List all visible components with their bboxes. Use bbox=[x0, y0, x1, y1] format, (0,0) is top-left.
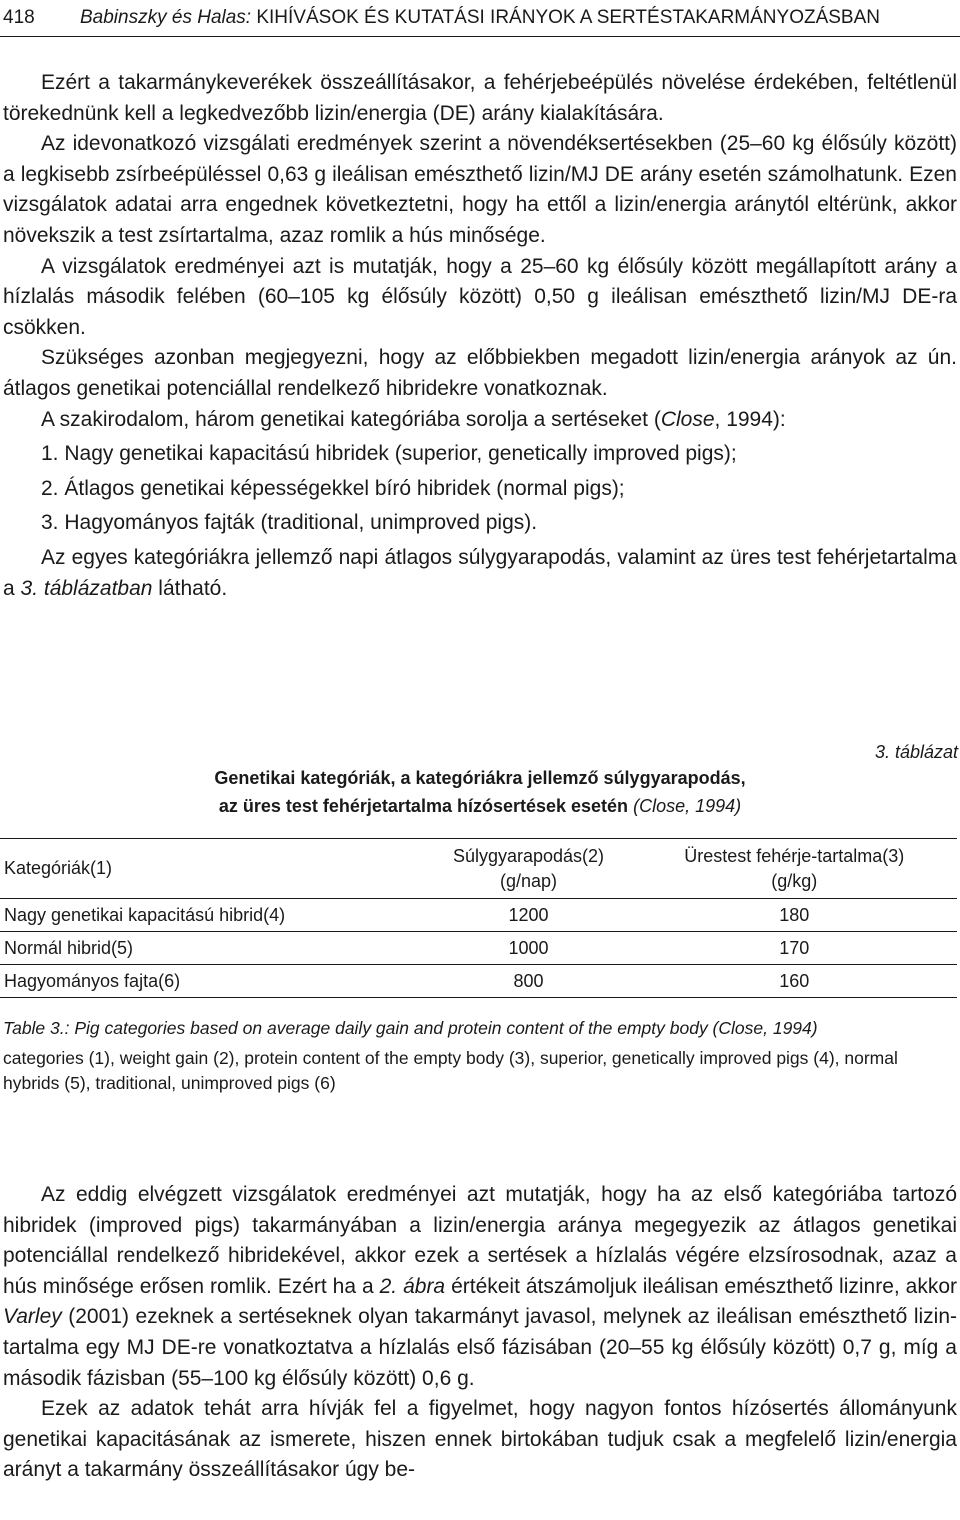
paragraph-3: A vizsgálatok eredményei azt is mutatják, hogy a 25–60 kg élősúly között megállapított arány a hízlalás második felében (60–105 kg élősúly között) 0,50 g ileálisan emészthető lizin/MJ DE-ra csökken. bbox=[3, 254, 957, 339]
list-item-2: 2. Átlagos genetikai képességekkel bíró hibridek (normal pigs); bbox=[41, 476, 625, 500]
header-rule bbox=[0, 36, 960, 37]
cell-category: Nagy genetikai kapacitású hibrid(4) bbox=[0, 899, 425, 932]
paragraph-7-text-a: Az eddig elvégzett vizsgálatok eredményei azt mutatják, hogy ha az első kategóriába tartozó hibridek (improved pigs) takarmányában a lizin/energia aránya megegyezik az átlagos genetikai potenciállal rendelkező hibridekével, akkor ezek a sertések a hízlalás végére elzsírosodnak, azaz a hús minősége erősen romlik. Ezért ha a bbox=[3, 1183, 957, 1298]
body-text-top bbox=[3, 68, 957, 604]
cell-protein: 180 bbox=[632, 899, 957, 932]
cell-category: Normál hibrid(5) bbox=[0, 932, 425, 965]
protein-header-label: Ürestest fehérje-tartalma(3) bbox=[684, 845, 905, 866]
figure-reference: 2. ábra bbox=[379, 1274, 446, 1298]
citation-varley: Varley bbox=[3, 1305, 62, 1329]
table-header-row bbox=[0, 839, 957, 899]
paragraph-7-text-c: (2001) ezeknek a sertéseknek olyan takarmányt javasol, melynek az ileálisan emészthető lizintartalma egy MJ DE-re vonatkoztatva a hízlalás első fázisában (20–55 kg élősúly között) 0,7 g, míg a második fázisban (55–100 kg élősúly között) 0,6 g. bbox=[3, 1305, 957, 1390]
running-header bbox=[0, 4, 960, 32]
paragraph-6-text: Az egyes kategóriákra jellemző napi átlagos súlygyarapodás, valamint az üres test fehérjetartalma a bbox=[3, 545, 957, 600]
paragraph-7-text-b: értékeit átszámoljuk ileálisan emészthető lizinre, akkor bbox=[445, 1274, 957, 1298]
column-header-protein bbox=[632, 839, 957, 899]
caption-line-2: az üres test fehérjetartalma hízósertések esetén bbox=[218, 796, 629, 816]
column-header-gain bbox=[425, 839, 631, 899]
cell-gain: 1000 bbox=[425, 932, 631, 965]
english-caption-title: Table 3.: Pig categories based on average daily gain and protein content of the empty body (Close, 1994) bbox=[3, 1018, 818, 1038]
caption-line-1: Genetikai kategóriák, a kategóriákra jellemző súlygyarapodás, bbox=[214, 768, 746, 788]
table-caption bbox=[0, 764, 960, 820]
header-authors: Babinszky és Halas: bbox=[80, 7, 252, 28]
cell-gain: 800 bbox=[425, 965, 631, 998]
body-text-bottom bbox=[3, 1180, 957, 1486]
paragraph-5-year: , 1994): bbox=[714, 407, 786, 431]
cell-protein: 160 bbox=[632, 965, 957, 998]
list-item-1: 1. Nagy genetikai kapacitású hibridek (superior, genetically improved pigs); bbox=[41, 442, 737, 466]
column-header-categories: Kategóriák(1) bbox=[0, 839, 425, 899]
paragraph-5 bbox=[3, 405, 957, 436]
gain-header-label: Súlygyarapodás(2) bbox=[452, 845, 605, 866]
paragraph-2: Az idevonatkozó vizsgálati eredmények szerint a növendéksertésekben (25–60 kg élősúly között) a legkisebb zsírbeépüléssel 0,63 g ileálisan emészthető lizin/MJ DE arány esetén számolhatunk. Ezen vizsgálatok adatai arra engednek következtetni, hogy ha ettől a lizin/energia aránytól eltérünk, akkor növekszik a test zsírtartalma, azaz romlik a hús minősége. bbox=[3, 132, 957, 247]
cell-gain: 1200 bbox=[425, 899, 631, 932]
cell-protein: 170 bbox=[632, 932, 957, 965]
table-row bbox=[0, 932, 957, 965]
gain-header-unit: (g/nap) bbox=[499, 870, 558, 891]
table-reference: 3. táblázatban bbox=[20, 576, 153, 600]
paragraph-5-text: A szakirodalom, három genetikai kategóriába sorolja a sertéseket ( bbox=[41, 407, 661, 431]
paragraph-4: Szükséges azonban megjegyezni, hogy az előbbiekben megadott lizin/energia arányok az ún. átlagos genetikai potenciállal rendelkező hibridekre vonatkoznak. bbox=[3, 346, 957, 400]
table-row bbox=[0, 899, 957, 932]
protein-header-unit: (g/kg) bbox=[771, 870, 818, 891]
page-number: 418 bbox=[3, 7, 35, 28]
paragraph-8: Ezek az adatok tehát arra hívják fel a figyelmet, hogy nagyon fontos hízósertés állományunk genetikai kapacitásának az ismerete, hiszen ennek birtokában tudjuk csak a megfelelő lizin/energia arányt a takarmány összeállításakor úgy be- bbox=[3, 1397, 957, 1482]
cell-category: Hagyományos fajta(6) bbox=[0, 965, 425, 998]
table-row bbox=[0, 965, 957, 998]
table-label: 3. táblázat bbox=[874, 742, 958, 762]
paragraph-6-end: látható. bbox=[152, 576, 228, 600]
paragraph-7 bbox=[3, 1180, 957, 1394]
citation-close: Close bbox=[660, 407, 715, 431]
english-caption bbox=[3, 1016, 957, 1101]
paragraph-1: Ezért a takarmánykeverékek összeállításakor, a fehérjebeépülés növelése érdekében, feltétlenül törekednünk kell a legkedvezőbb lizin/energia (DE) arány kialakítására. bbox=[3, 71, 957, 125]
paragraph-6 bbox=[3, 543, 957, 604]
caption-citation: (Close, 1994) bbox=[633, 796, 742, 816]
list-item-3: 3. Hagyományos fajták (traditional, unimproved pigs). bbox=[41, 511, 538, 535]
header-journal-title: KIHÍVÁSOK ÉS KUTATÁSI IRÁNYOK A SERTÉSTAKARMÁNYOZÁSBAN bbox=[256, 7, 881, 28]
data-table bbox=[0, 838, 957, 998]
header-title bbox=[80, 4, 880, 32]
english-caption-legend: categories (1), weight gain (2), protein content of the empty body (3), superior, genetically improved pigs (4), normal hybrids (5), traditional, unimproved pigs (6) bbox=[3, 1047, 898, 1093]
